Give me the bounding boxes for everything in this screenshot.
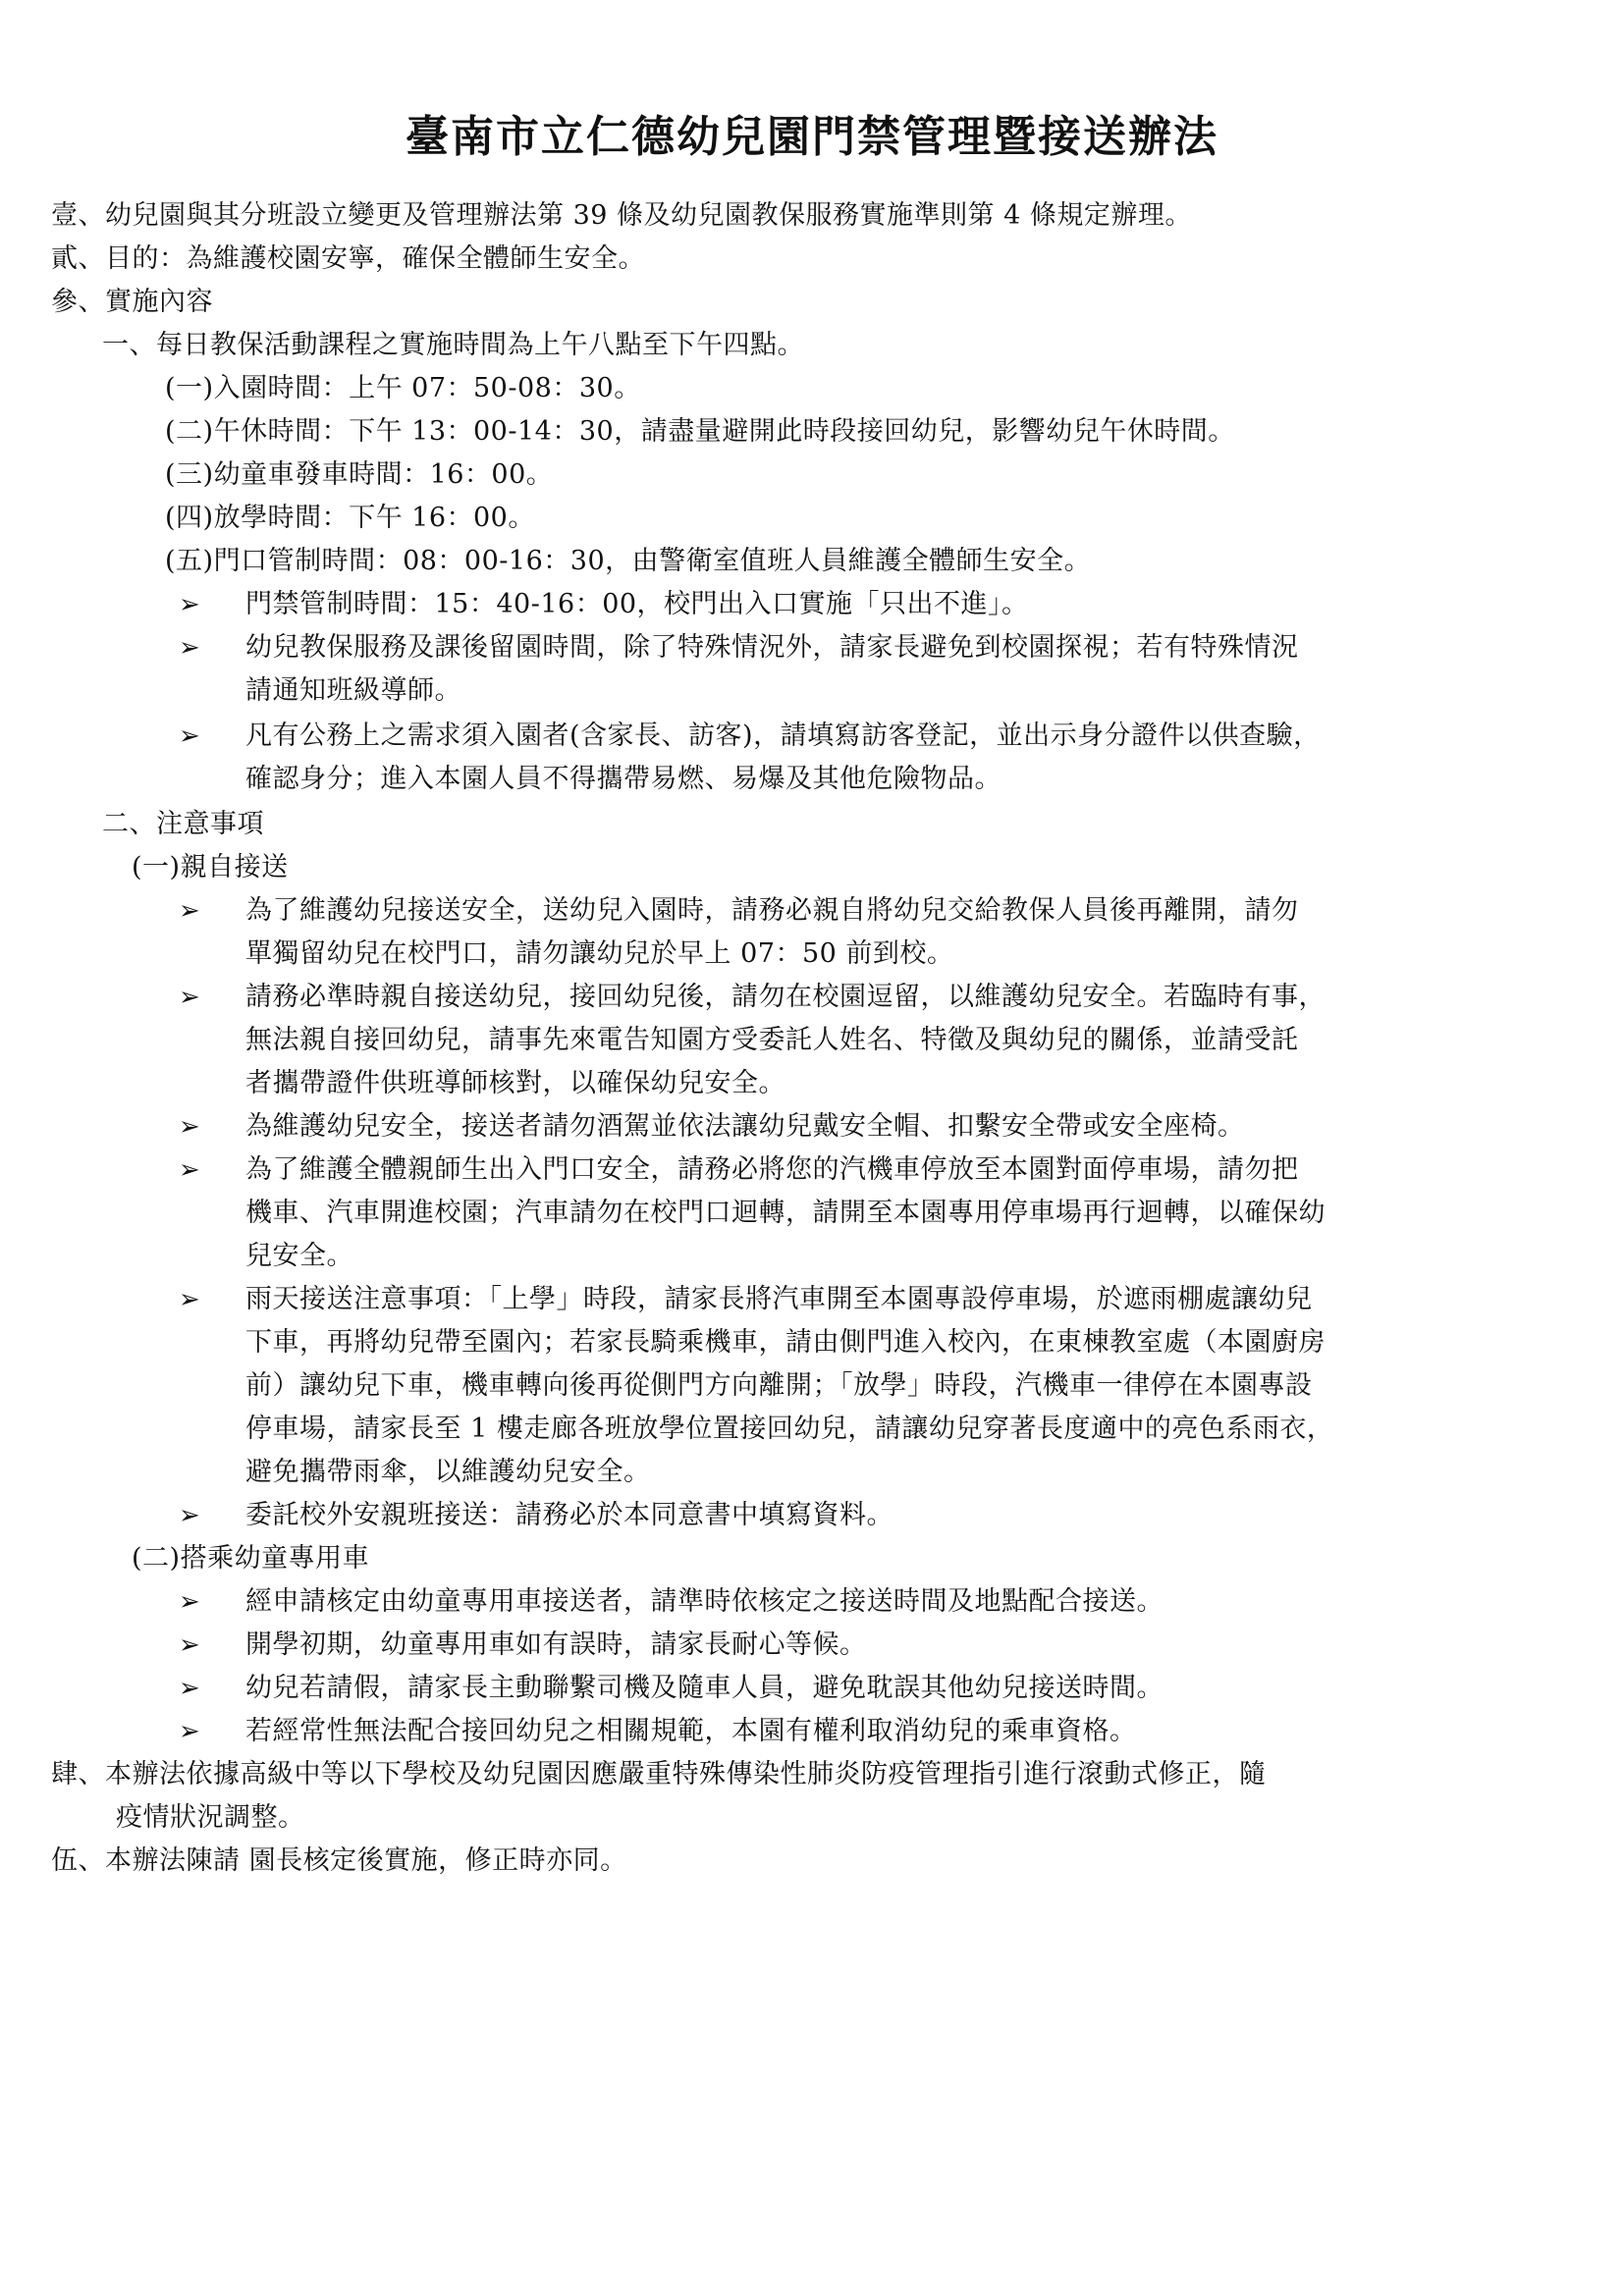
arrow-bullet-icon: ➢: [179, 1717, 200, 1746]
item-3-1-b: (二)午休時間：下午 13：00-14：30，請盡量避開此時段接回幼兒，影響幼兒午休時間。: [165, 416, 1235, 447]
arrow-bullet-icon: ➢: [179, 1674, 200, 1703]
bullet-after-school-program: 委託校外安親班接送：請務必於本同意書中填寫資料。: [245, 1500, 893, 1530]
bullet-gate-control: 門禁管制時間：15：40-16：00，校門出入口實施「只出不進」。: [245, 589, 1029, 619]
item-3-2-a-heading: (一)親自接送: [132, 852, 289, 882]
bullet-visitor-registration-line1: 凡有公務上之需求須入園者(含家長、訪客)，請填寫訪客登記，並出示身分證件以供查驗，: [245, 721, 1321, 751]
item-3-1-e: (五)門口管制時間：08：00-16：30，由警衛室值班人員維護全體師生安全。: [165, 546, 1092, 576]
bullet-visit-policy-line1: 幼兒教保服務及課後留園時間，除了特殊情況外，請家長避免到校園探視；若有特殊情況: [245, 632, 1299, 663]
arrow-bullet-icon: ➢: [179, 633, 200, 663]
bullet-leave-notice: 幼兒若請假，請家長主動聯繫司機及隨車人員，避免耽誤其他幼兒接送時間。: [245, 1673, 1164, 1703]
arrow-bullet-icon: ➢: [179, 1155, 200, 1185]
arrow-bullet-icon: ➢: [179, 983, 200, 1012]
section-5: 伍、本辦法陳請 園長核定後實施，修正時亦同。: [51, 1845, 627, 1876]
bullet-parking-line3: 兒安全。: [245, 1241, 353, 1271]
bullet-rainy-day-line3: 前）讓幼兒下車，機車轉向後再從側門方向離開；「放學」時段，汽機車一律停在本園專設: [245, 1370, 1313, 1401]
bullet-pickup-line1: 請務必準時親自接送幼兒，接回幼兒後，請勿在校園逗留，以維護幼兒安全。若臨時有事，: [245, 982, 1326, 1012]
bullet-rainy-day-line2: 下車，再將幼兒帶至園內；若家長騎乘機車，請由側門進入校內，在東棟教室處（本園廚房: [245, 1327, 1326, 1358]
section-2: 貳、目的：為維護校園安寧，確保全體師生安全。: [51, 243, 645, 274]
arrow-bullet-icon: ➢: [179, 1587, 200, 1617]
bullet-visitor-registration-line2: 確認身分；進入本園人員不得攜帶易燃、易爆及其他危險物品。: [245, 764, 1001, 794]
bullet-visit-policy-line2: 請通知班級導師。: [245, 675, 461, 706]
item-3-1-d: (四)放學時間：下午 16：00。: [165, 503, 535, 533]
item-3-1-a: (一)入園時間：上午 07：50-08：30。: [165, 373, 641, 403]
bullet-rainy-day-line4: 停車場，請家長至 1 樓走廊各班放學位置接回幼兒，請讓幼兒穿著長度適中的亮色系雨衣，: [245, 1414, 1334, 1444]
bullet-pickup-line3: 者攜帶證件供班導師核對，以確保幼兒安全。: [245, 1068, 785, 1098]
section-4-line2: 疫情狀況調整。: [116, 1802, 305, 1833]
arrow-bullet-icon: ➢: [179, 1285, 200, 1314]
arrow-bullet-icon: ➢: [179, 721, 200, 751]
bullet-rainy-day-line1: 雨天接送注意事項：「上學」時段，請家長將汽車開至本園專設停車場，於遮雨棚處讓幼兒: [245, 1284, 1313, 1314]
arrow-bullet-icon: ➢: [179, 1112, 200, 1142]
arrow-bullet-icon: ➢: [179, 896, 200, 926]
arrow-bullet-icon: ➢: [179, 1630, 200, 1660]
section-3-heading: 參、實施內容: [51, 287, 213, 317]
section-4-line1: 肆、本辦法依據高級中等以下學校及幼兒園因應嚴重特殊傳染性肺炎防疫管理指引進行滾動式修正，隨: [51, 1759, 1267, 1789]
section-1: 壹、幼兒園與其分班設立變更及管理辦法第 39 條及幼兒園教保服務實施準則第 4 條規定辦理。: [51, 200, 1192, 231]
page-title: 臺南市立仁德幼兒園門禁管理暨接送辦法: [406, 112, 1218, 162]
subsection-3-1: 一、每日教保活動課程之實施時間為上午八點至下午四點。: [102, 330, 804, 360]
bullet-bus-delay: 開學初期，幼童專用車如有誤時，請家長耐心等候。: [245, 1629, 867, 1660]
bullet-bus-revocation: 若經常性無法配合接回幼兒之相關規範，本園有權利取消幼兒的乘車資格。: [245, 1716, 1137, 1746]
arrow-bullet-icon: ➢: [179, 590, 200, 619]
item-3-1-c: (三)幼童車發車時間：16：00。: [165, 459, 554, 490]
bullet-dropoff-line1: 為了維護幼兒接送安全，送幼兒入園時，請務必親自將幼兒交給教保人員後再離開，請勿: [245, 895, 1299, 926]
bullet-dropoff-line2: 單獨留幼兒在校門口，請勿讓幼兒於早上 07：50 前到校。: [245, 938, 954, 969]
subsection-3-2: 二、注意事項: [102, 809, 264, 839]
item-3-2-b-heading: (二)搭乘幼童專用車: [132, 1543, 370, 1574]
bullet-parking-line1: 為了維護全體親師生出入門口安全，請務必將您的汽機車停放至本園對面停車場，請勿把: [245, 1154, 1299, 1185]
bullet-rainy-day-line5: 避免攜帶雨傘，以維護幼兒安全。: [245, 1457, 651, 1487]
bullet-pickup-line2: 無法親自接回幼兒，請事先來電告知園方受委託人姓名、特徵及與幼兒的關係，並請受託: [245, 1025, 1299, 1055]
bullet-parking-line2: 機車、汽車開進校園；汽車請勿在校門口迴轉，請開至本園專用停車場再行迴轉，以確保幼: [245, 1198, 1326, 1228]
bullet-no-drunk-driving: 為維護幼兒安全，接送者請勿酒駕並依法讓幼兒戴安全帽、扣繫安全帶或安全座椅。: [245, 1111, 1245, 1142]
arrow-bullet-icon: ➢: [179, 1501, 200, 1530]
bullet-bus-schedule: 經申請核定由幼童專用車接送者，請準時依核定之接送時間及地點配合接送。: [245, 1586, 1164, 1617]
